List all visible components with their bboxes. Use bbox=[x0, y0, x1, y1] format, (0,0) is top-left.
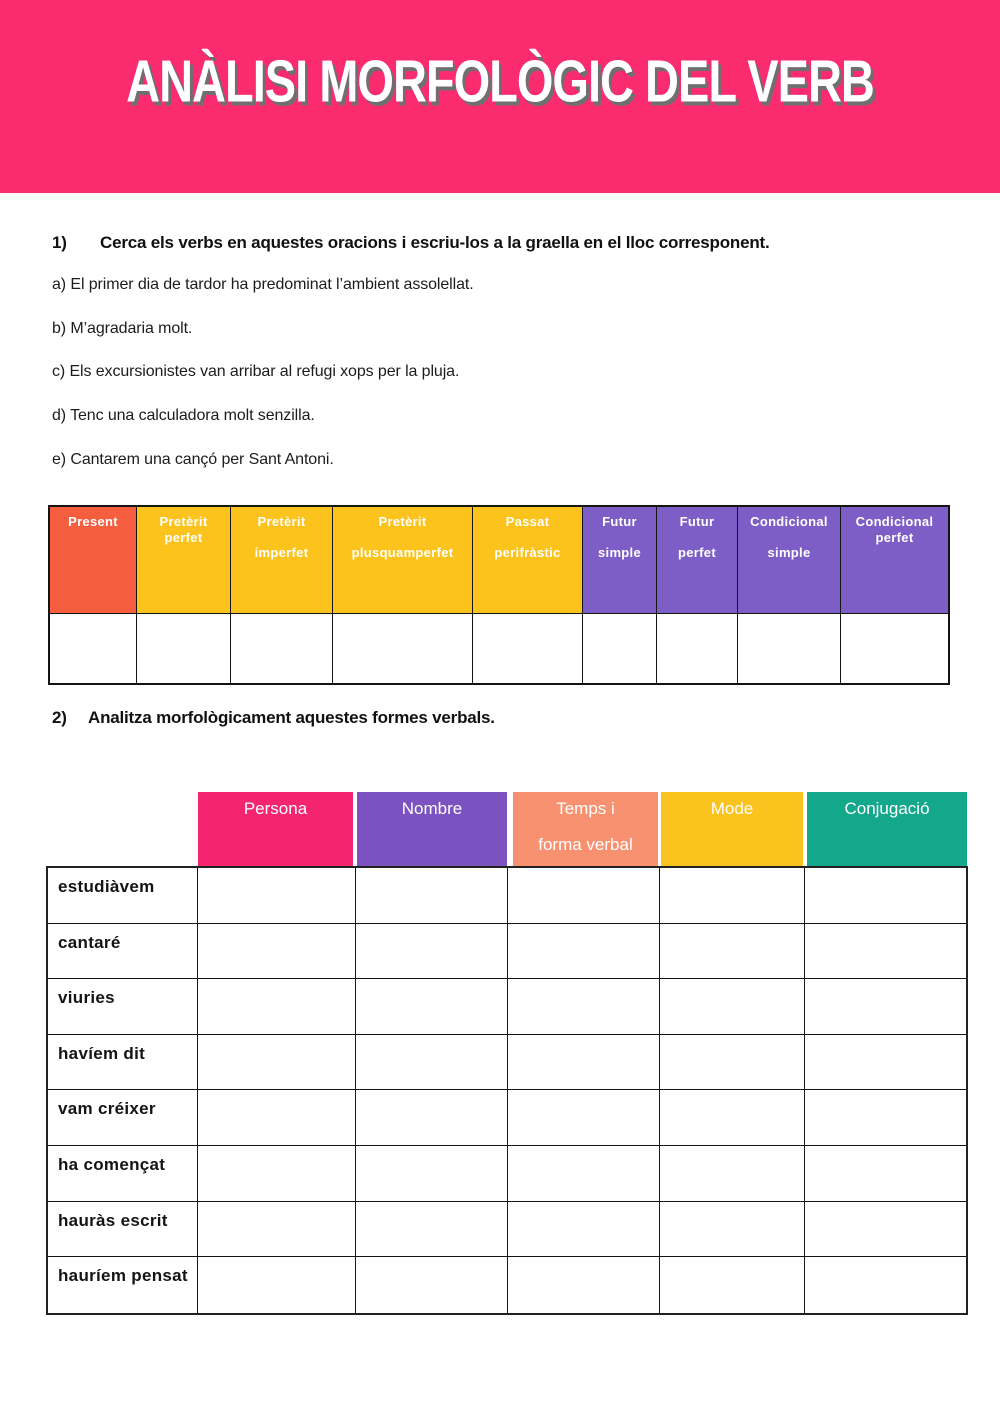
verb-label: ha començat bbox=[48, 1146, 198, 1201]
tense-answer-cell[interactable] bbox=[50, 614, 137, 683]
tense-header-present: Present bbox=[50, 507, 137, 613]
tense-header-futur-perfet: Futur perfet bbox=[657, 507, 738, 613]
exercise1-number: 1) bbox=[52, 233, 67, 252]
analysis-answer-cell[interactable] bbox=[660, 979, 805, 1034]
analysis-answer-cell[interactable] bbox=[198, 1257, 356, 1313]
verb-label: havíem dit bbox=[48, 1035, 198, 1090]
sentence-c: c) Els excursionistes van arribar al refugi xops per la pluja. bbox=[52, 363, 460, 381]
verb-label: vam créixer bbox=[48, 1090, 198, 1145]
analysis-answer-cell[interactable] bbox=[508, 1090, 660, 1145]
analysis-answer-cell[interactable] bbox=[508, 979, 660, 1034]
tense-table bbox=[48, 505, 950, 685]
analysis-answer-cell[interactable] bbox=[198, 1146, 356, 1201]
analysis-answer-cell[interactable] bbox=[660, 924, 805, 979]
analysis-answer-cell[interactable] bbox=[805, 979, 966, 1034]
analysis-answer-cell[interactable] bbox=[356, 1257, 508, 1313]
analysis-answer-cell[interactable] bbox=[805, 1202, 966, 1257]
analysis-answer-cell[interactable] bbox=[356, 1202, 508, 1257]
tense-answer-cell[interactable] bbox=[137, 614, 231, 683]
verb-row bbox=[48, 924, 966, 980]
tense-answer-cell[interactable] bbox=[473, 614, 583, 683]
analysis-header-row bbox=[46, 792, 967, 866]
verb-label: hauríem pensat bbox=[48, 1257, 198, 1313]
analysis-answer-cell[interactable] bbox=[805, 924, 966, 979]
tense-answer-row bbox=[50, 614, 948, 683]
analysis-answer-cell[interactable] bbox=[356, 1090, 508, 1145]
analysis-answer-cell[interactable] bbox=[198, 979, 356, 1034]
analysis-answer-cell[interactable] bbox=[356, 868, 508, 923]
analysis-answer-cell[interactable] bbox=[198, 1090, 356, 1145]
sentence-d: d) Tenc una calculadora molt senzilla. bbox=[52, 407, 315, 425]
exercise2-heading bbox=[52, 708, 495, 727]
tense-answer-cell[interactable] bbox=[583, 614, 657, 683]
banner-edge bbox=[0, 193, 1000, 200]
exercise2-prompt: Analitza morfològicament aquestes formes verbals. bbox=[88, 708, 495, 727]
analysis-answer-cell[interactable] bbox=[508, 924, 660, 979]
tense-header-condicional-perfet: Condicional perfet bbox=[841, 507, 948, 613]
analysis-answer-cell[interactable] bbox=[508, 1146, 660, 1201]
tense-answer-cell[interactable] bbox=[738, 614, 841, 683]
tense-answer-cell[interactable] bbox=[657, 614, 738, 683]
verb-row bbox=[48, 979, 966, 1035]
tense-answer-cell[interactable] bbox=[231, 614, 333, 683]
verb-label: viuries bbox=[48, 979, 198, 1034]
analysis-answer-cell[interactable] bbox=[508, 868, 660, 923]
analysis-answer-cell[interactable] bbox=[198, 924, 356, 979]
tense-header-preterit-imperfet: Pretèrit imperfet bbox=[231, 507, 333, 613]
analysis-answer-cell[interactable] bbox=[660, 1035, 805, 1090]
analysis-answer-cell[interactable] bbox=[198, 1035, 356, 1090]
analysis-header-spacer bbox=[46, 792, 197, 866]
sentence-b: b) M’agradaria molt. bbox=[52, 319, 193, 337]
tense-header-passat-perifrastic: Passat perifràstic bbox=[473, 507, 583, 613]
analysis-header-mode: Mode bbox=[661, 792, 803, 866]
tense-header-futur-simple: Futur simple bbox=[583, 507, 657, 613]
verb-row bbox=[48, 1035, 966, 1091]
sentence-list bbox=[52, 276, 952, 494]
page-title: ANÀLISI MORFOLÒGIC DEL VERB bbox=[126, 47, 874, 115]
tense-header-row bbox=[50, 507, 948, 614]
verb-row bbox=[48, 1090, 966, 1146]
exercise2-number: 2) bbox=[52, 708, 67, 727]
exercise1-heading bbox=[52, 233, 770, 252]
analysis-answer-cell[interactable] bbox=[508, 1035, 660, 1090]
verb-row bbox=[48, 868, 966, 924]
analysis-answer-cell[interactable] bbox=[805, 1257, 966, 1313]
analysis-answer-cell[interactable] bbox=[805, 1035, 966, 1090]
analysis-answer-cell[interactable] bbox=[660, 868, 805, 923]
analysis-answer-cell[interactable] bbox=[805, 868, 966, 923]
analysis-header-temps: Temps i forma verbal bbox=[513, 792, 658, 866]
analysis-answer-cell[interactable] bbox=[660, 1202, 805, 1257]
analysis-answer-cell[interactable] bbox=[356, 1146, 508, 1201]
analysis-answer-cell[interactable] bbox=[660, 1146, 805, 1201]
verb-row bbox=[48, 1146, 966, 1202]
analysis-header-conjugacio: Conjugació bbox=[807, 792, 967, 866]
sentence-e: e) Cantarem una cançó per Sant Antoni. bbox=[52, 450, 334, 468]
tense-header-condicional-simple: Condicional simple bbox=[738, 507, 841, 613]
analysis-answer-cell[interactable] bbox=[356, 979, 508, 1034]
analysis-answer-cell[interactable] bbox=[805, 1146, 966, 1201]
analysis-header-persona: Persona bbox=[198, 792, 353, 866]
analysis-table bbox=[46, 866, 968, 1315]
analysis-answer-cell[interactable] bbox=[660, 1257, 805, 1313]
exercise1-prompt: Cerca els verbs en aquestes oracions i escriu-los a la graella en el lloc corresponent. bbox=[100, 233, 770, 252]
analysis-answer-cell[interactable] bbox=[805, 1090, 966, 1145]
sentence-a: a) El primer dia de tardor ha predominat l’ambient assolellat. bbox=[52, 276, 474, 293]
verb-label: hauràs escrit bbox=[48, 1202, 198, 1257]
tense-header-preterit-plusquamperfet: Pretèrit plusquamperfet bbox=[333, 507, 473, 613]
banner bbox=[0, 0, 1000, 193]
analysis-answer-cell[interactable] bbox=[508, 1257, 660, 1313]
tense-answer-cell[interactable] bbox=[333, 614, 473, 683]
analysis-answer-cell[interactable] bbox=[660, 1090, 805, 1145]
tense-header-preterit-perfet: Pretèrit perfet bbox=[137, 507, 231, 613]
verb-label: estudiàvem bbox=[48, 868, 198, 923]
analysis-header-nombre: Nombre bbox=[357, 792, 507, 866]
analysis-answer-cell[interactable] bbox=[198, 868, 356, 923]
analysis-answer-cell[interactable] bbox=[356, 924, 508, 979]
tense-answer-cell[interactable] bbox=[841, 614, 948, 683]
analysis-answer-cell[interactable] bbox=[356, 1035, 508, 1090]
verb-row bbox=[48, 1257, 966, 1313]
verb-label: cantaré bbox=[48, 924, 198, 979]
analysis-answer-cell[interactable] bbox=[508, 1202, 660, 1257]
analysis-answer-cell[interactable] bbox=[198, 1202, 356, 1257]
verb-row bbox=[48, 1202, 966, 1258]
